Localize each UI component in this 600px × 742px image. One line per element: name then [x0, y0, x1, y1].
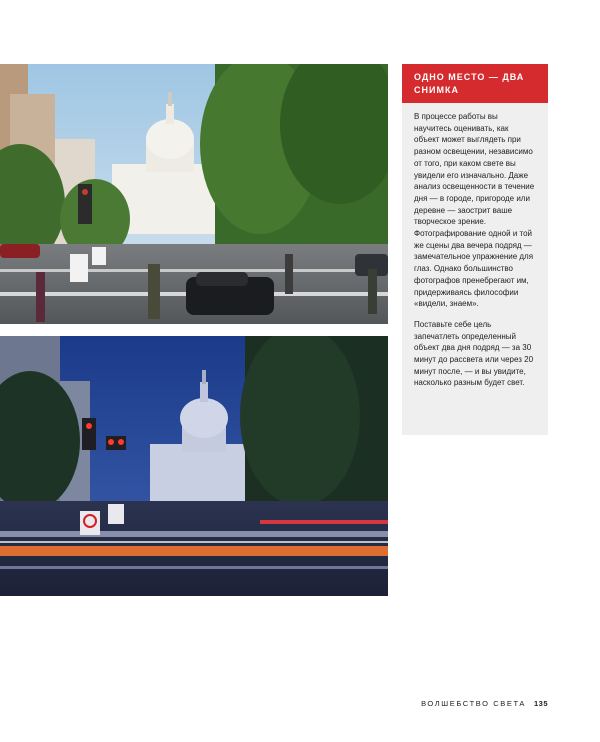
capitol-dusk-image — [0, 336, 388, 596]
section-title: ВОЛШЕБСТВО СВЕТА — [421, 699, 526, 708]
page-number: 135 — [533, 699, 548, 708]
capitol-dusk-photo — [0, 336, 388, 596]
page-footer — [400, 699, 548, 708]
capitol-day-image — [0, 64, 388, 324]
sidebar-box — [402, 64, 548, 435]
sidebar-title: ОДНО МЕСТО — ДВА СНИМКА — [402, 64, 548, 103]
sidebar-paragraph-2: Поставьте себе цель запечатлеть определенный объект два дня подряд — за 30 минут до рассвета или через 20 минут после, — и вы увидите, насколько разным будет свет. — [414, 319, 534, 388]
sidebar-paragraph-1: В процессе работы вы научитесь оценивать, как объект может выглядеть при разном освещении, независимо от того, при каком свете вы увидели его изначально. Даже анализ освещенности в течение дня — в городе, пригороде или деревне — заострит ваше творческое зрение. Фотографирование одной и той же сцены два вечера подряд — замечательное упражнение для глаз. Однако большинство фотографов пренебрегают им, придерживаясь философии «видели, знаем». — [414, 112, 535, 309]
sidebar-body — [402, 103, 548, 389]
capitol-day-photo — [0, 64, 388, 324]
